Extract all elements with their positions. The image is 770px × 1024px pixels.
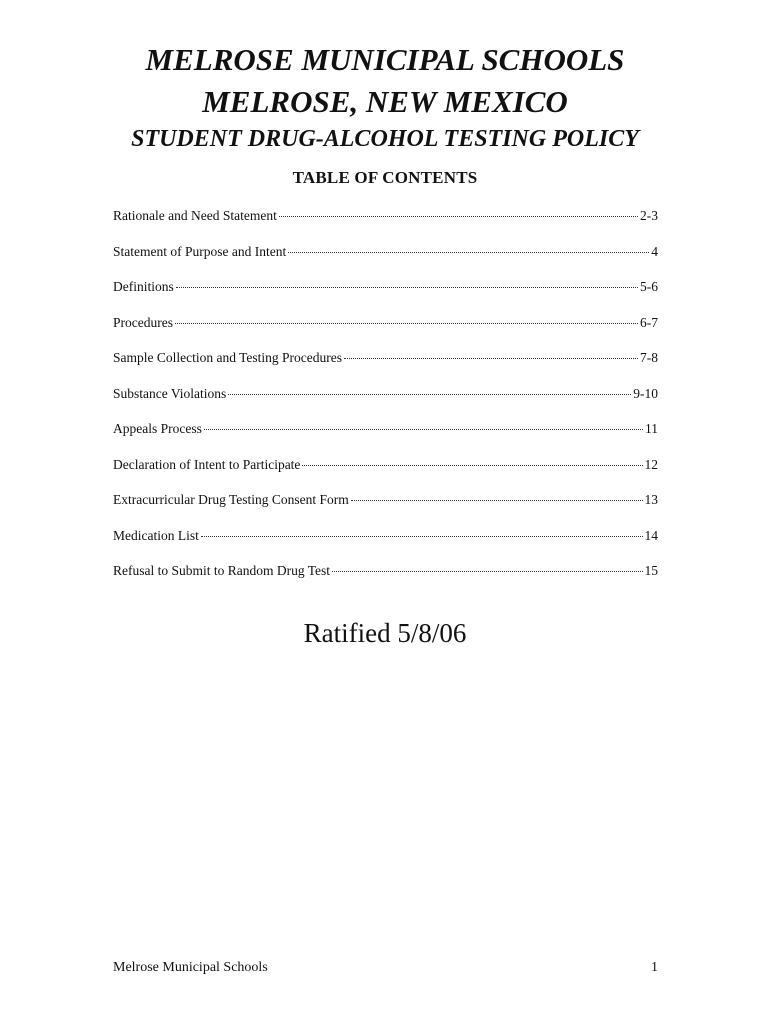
toc-entry-page: 12 bbox=[644, 456, 658, 472]
toc-entry-page: 15 bbox=[644, 563, 658, 578]
dot-leader bbox=[351, 500, 643, 501]
toc-entry-sample-collection bbox=[113, 350, 658, 386]
dot-leader bbox=[175, 323, 638, 324]
toc-entry-page: 9-10 bbox=[633, 385, 658, 401]
toc-entry-title: Extracurricular Drug Testing Consent Form bbox=[113, 492, 349, 507]
toc-entry-title: Sample Collection and Testing Procedures bbox=[113, 350, 343, 365]
district-name: MELROSE MUNICIPAL SCHOOLS bbox=[145, 42, 625, 77]
toc-entry-title: Medication List bbox=[113, 527, 199, 543]
dot-leader bbox=[204, 429, 643, 430]
dot-leader bbox=[279, 216, 638, 217]
toc-entry-definitions bbox=[113, 279, 658, 315]
toc-heading: TABLE OF CONTENTS bbox=[292, 168, 478, 187]
toc-entry-purpose bbox=[113, 244, 658, 280]
toc-entry-page: 7-8 bbox=[640, 350, 658, 365]
toc-entry-title: Declaration of Intent to Participate bbox=[113, 456, 301, 472]
dot-leader bbox=[201, 536, 643, 537]
dot-leader bbox=[302, 465, 642, 466]
footer-page-number: 1 bbox=[651, 960, 658, 975]
toc-entry-title: Procedures bbox=[113, 314, 173, 330]
page-footer bbox=[113, 960, 658, 976]
toc-entry-title: Rationale and Need Statement bbox=[113, 208, 277, 223]
toc-entry-title: Substance Violations bbox=[113, 385, 227, 401]
toc-entry-consent-form bbox=[113, 492, 658, 528]
toc-entry-procedures bbox=[113, 315, 658, 351]
dot-leader bbox=[176, 287, 638, 288]
toc-entry-page: 5-6 bbox=[640, 279, 658, 294]
toc-entry-medication-list bbox=[113, 528, 658, 564]
toc-entry-title: Definitions bbox=[113, 279, 174, 294]
toc-entry-substance-violations bbox=[113, 386, 658, 422]
toc-entry-refusal bbox=[113, 563, 658, 599]
dot-leader bbox=[288, 252, 649, 253]
policy-title: STUDENT DRUG-ALCOHOL TESTING POLICY bbox=[131, 126, 639, 152]
toc-entry-title: Refusal to Submit to Random Drug Test bbox=[113, 563, 331, 578]
toc-entry-title: Statement of Purpose and Intent bbox=[113, 243, 287, 259]
ratified-date: Ratified 5/8/06 bbox=[303, 618, 467, 648]
toc-entry-page: 13 bbox=[644, 492, 658, 507]
toc-entry-page: 11 bbox=[645, 421, 658, 436]
toc-entry-declaration bbox=[113, 457, 658, 493]
toc-entry-page: 6-7 bbox=[640, 314, 658, 330]
district-location: MELROSE, NEW MEXICO bbox=[202, 84, 568, 119]
dot-leader bbox=[332, 571, 642, 572]
toc-entry-title: Appeals Process bbox=[113, 421, 202, 436]
toc-entry-rationale bbox=[113, 208, 658, 244]
dot-leader bbox=[228, 394, 631, 395]
toc-entry-appeals bbox=[113, 421, 658, 457]
toc-entry-page: 2-3 bbox=[640, 208, 658, 223]
document-title-block bbox=[0, 44, 770, 151]
toc-entry-page: 14 bbox=[644, 527, 658, 543]
table-of-contents bbox=[113, 208, 658, 599]
toc-entry-page: 4 bbox=[651, 243, 658, 259]
dot-leader bbox=[344, 358, 638, 359]
footer-organization: Melrose Municipal Schools bbox=[113, 960, 268, 975]
